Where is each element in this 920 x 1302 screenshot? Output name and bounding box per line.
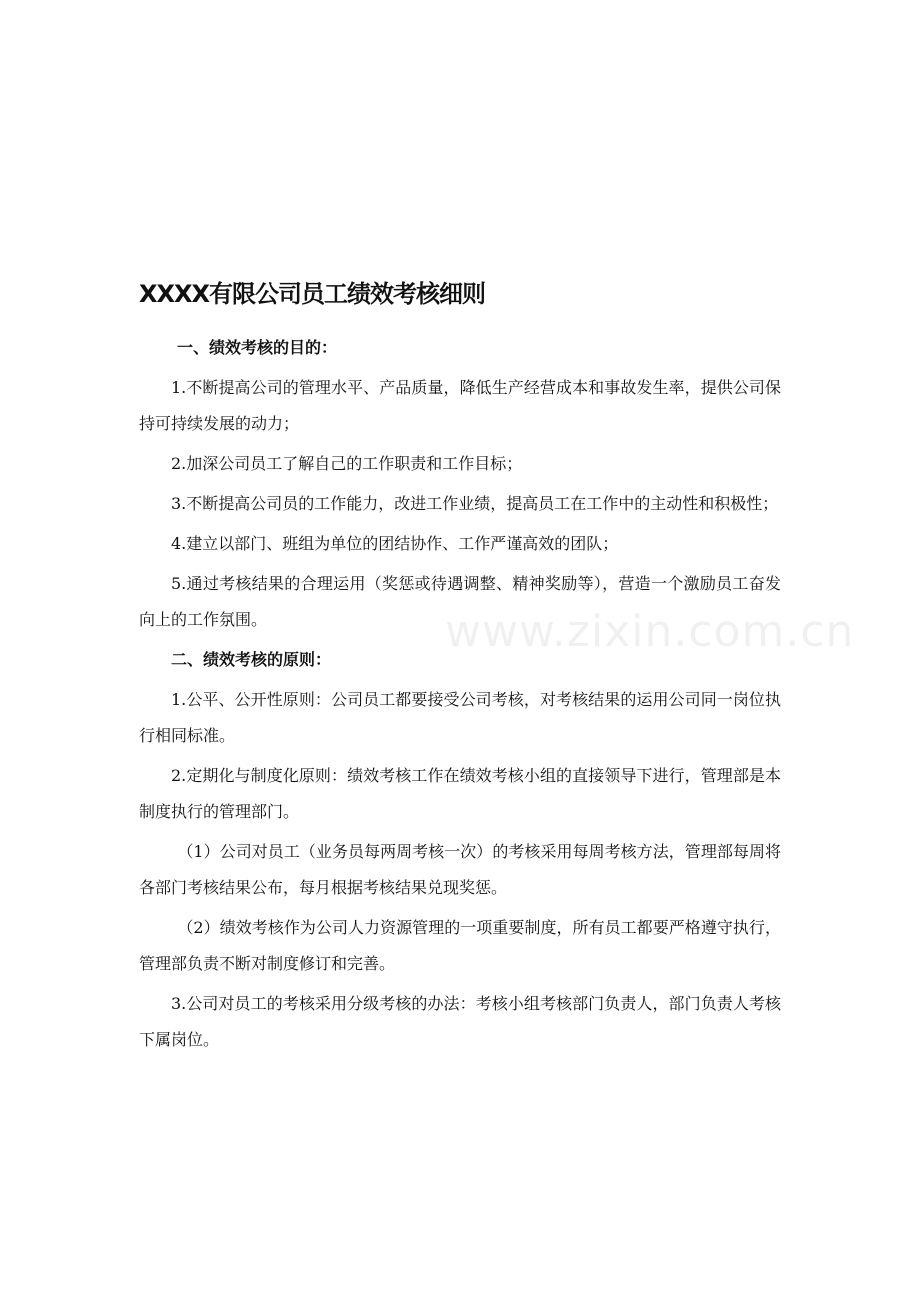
paragraph: 4.建立以部门、班组为单位的团结协作、工作严谨高效的团队； [171,534,619,553]
paragraph: 3.公司对员工的考核采用分级考核的办法：考核小组考核部门负责人，部门负责人考核下属岗位。 [139,994,781,1049]
document-title: XXXX有限公司员工绩效考核细则 [139,280,486,308]
paragraph: （1）公司对员工（业务员每两周考核一次）的考核采用每周考核方法，管理部每周将各部门考核结果公布，每月根据考核结果兑现奖惩。 [139,842,781,897]
watermark: www.zixin.com.cn [445,606,855,657]
paragraph: 1.公平、公开性原则：公司员工都要接受公司考核，对考核结果的运用公司同一岗位执行相同标准。 [139,690,781,745]
section-heading-purpose: 一、绩效考核的目的： [177,338,338,357]
document-body [139,330,781,1062]
paragraph: 2.定期化与制度化原则：绩效考核工作在绩效考核小组的直接领导下进行，管理部是本制度执行的管理部门。 [139,766,781,821]
section-heading-principles: 二、绩效考核的原则： [171,650,332,669]
paragraph: 2.加深公司员工了解自己的工作职责和工作目标； [171,454,523,473]
paragraph: （2）绩效考核作为公司人力资源管理的一项重要制度，所有员工都要严格遵守执行，管理部负责不断对制度修订和完善。 [139,918,781,973]
paragraph: 5.通过考核结果的合理运用（奖惩或待遇调整、精神奖励等），营造一个激励员工奋发向上的工作氛围。 [139,574,781,629]
paragraph: 1.不断提高公司的管理水平、产品质量，降低生产经营成本和事故发生率，提供公司保持可持续发展的动力； [139,378,781,433]
paragraph: 3.不断提高公司员的工作能力，改进工作业绩，提高员工在工作中的主动性和积极性； [171,494,779,513]
